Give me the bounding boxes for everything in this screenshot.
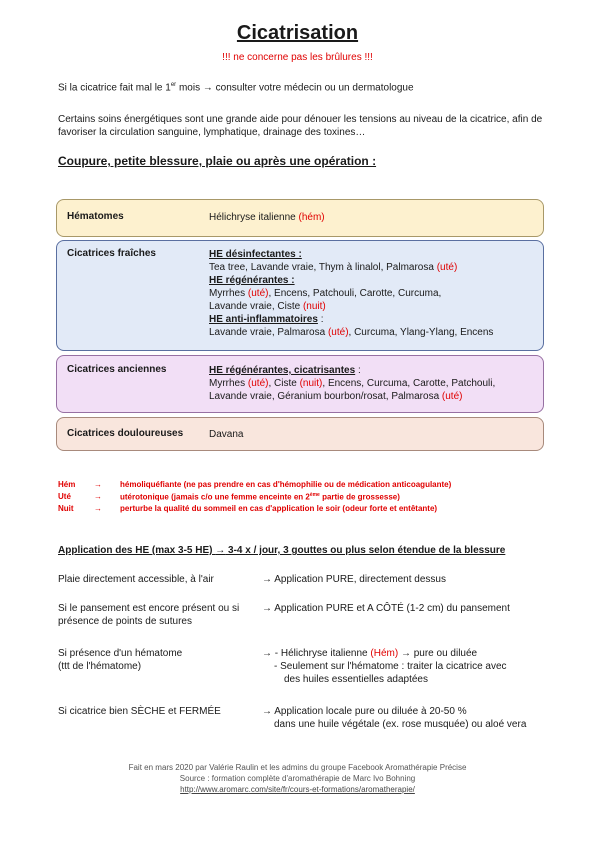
case-result: → Application PURE, directement dessus	[262, 574, 446, 585]
box-label: Hématomes	[67, 211, 124, 222]
box-cicatrices-fraiches	[56, 240, 544, 351]
source-link[interactable]: http://www.aromarc.com/site/fr/cours-et-formations/aromatherapie/	[180, 785, 415, 794]
arrow-icon: →	[202, 82, 213, 94]
arrow-icon: →	[400, 648, 411, 659]
box-cicatrices-douloureuses	[56, 417, 544, 451]
case-text: Si présence d'un hématome (ttt de l'hématome)	[58, 648, 183, 672]
section-title: Coupure, petite blessure, plaie ou après une opération :	[58, 154, 377, 168]
box-cicatrices-anciennes	[56, 355, 544, 413]
case-result: → Application PURE et A CÔTÉ (1-2 cm) du pansement	[262, 603, 510, 614]
box-content: HE désinfectantes : Tea tree, Lavande vraie, Thym à linalol, Palmarosa (uté) HE régénérantes : Myrrhes (uté), Encens, Patchouli, Carotte, Curcuma, Lavande vraie, Ciste (nuit) HE anti-inflammatoires : Lavande vraie, Palmarosa (uté), Curcuma, Ylang-Ylang, Encens	[209, 249, 494, 338]
arrow-icon: →	[262, 574, 272, 585]
case-text: Si le pansement est encore présent ou si présence de points de sutures	[58, 603, 240, 627]
case-text: Si cicatrice bien SÈCHE et FERMÉE	[58, 706, 221, 717]
footer-source: Source : formation complète d'aromathérapie de Marc Ivo Bohning	[179, 774, 416, 783]
footer-link-row	[0, 784, 595, 795]
arrow-icon: →	[262, 706, 272, 717]
application-title: Application des HE (max 3-5 HE) → 3-4 x / jour, 3 gouttes ou plus selon étendue de la blessure	[58, 545, 506, 556]
case-text: Plaie directement accessible, à l'air	[58, 574, 214, 585]
arrow-icon: →	[262, 648, 272, 659]
box-content: HE régénérantes, cicatrisantes : Myrrhes (uté), Ciste (nuit), Encens, Curcuma, Carotte, Patchouli, Lavande vraie, Géranium bourbon/rosat, Palmarosa (uté)	[209, 365, 496, 402]
box-content: Davana	[209, 429, 244, 440]
box-hematomes	[56, 199, 544, 237]
arrow-icon: →	[94, 504, 102, 513]
arrow-icon: →	[215, 545, 226, 556]
arrow-icon: →	[262, 603, 272, 614]
intro-line-1: Si la cicatrice fait mal le 1er mois → consulter votre médecin ou un dermatologue	[58, 82, 414, 94]
arrow-icon: →	[94, 492, 102, 501]
intro-line-2: Certains soins énergétiques sont une grande aide pour dénouer les tensions au niveau de la cicatrice, afin de favoriser la circulation sanguine, lymphatique, drainage des toxines…	[58, 114, 543, 138]
footer-credit: Fait en mars 2020 par Valérie Raulin et les admins du groupe Facebook Aromathérapie Précise	[128, 763, 467, 772]
box-label: Cicatrices fraîches	[67, 248, 156, 259]
box-label: Cicatrices douloureuses	[67, 428, 184, 439]
case-result: → Application locale pure ou diluée à 20-50 % dans une huile végétale (ex. rose musquée) ou aloé vera	[262, 706, 527, 730]
arrow-icon: →	[94, 480, 102, 489]
page-subtitle: !!! ne concerne pas les brûlures !!!	[222, 52, 373, 63]
page-title: Cicatrisation	[236, 22, 359, 44]
box-label: Cicatrices anciennes	[67, 364, 167, 375]
box-content: Hélichryse italienne (hém)	[209, 212, 325, 223]
case-result: → - Hélichryse italienne (Hém) → pure ou diluée - Seulement sur l'hématome : traiter la cicatrice avec des huiles essentielles adaptées	[262, 648, 507, 685]
